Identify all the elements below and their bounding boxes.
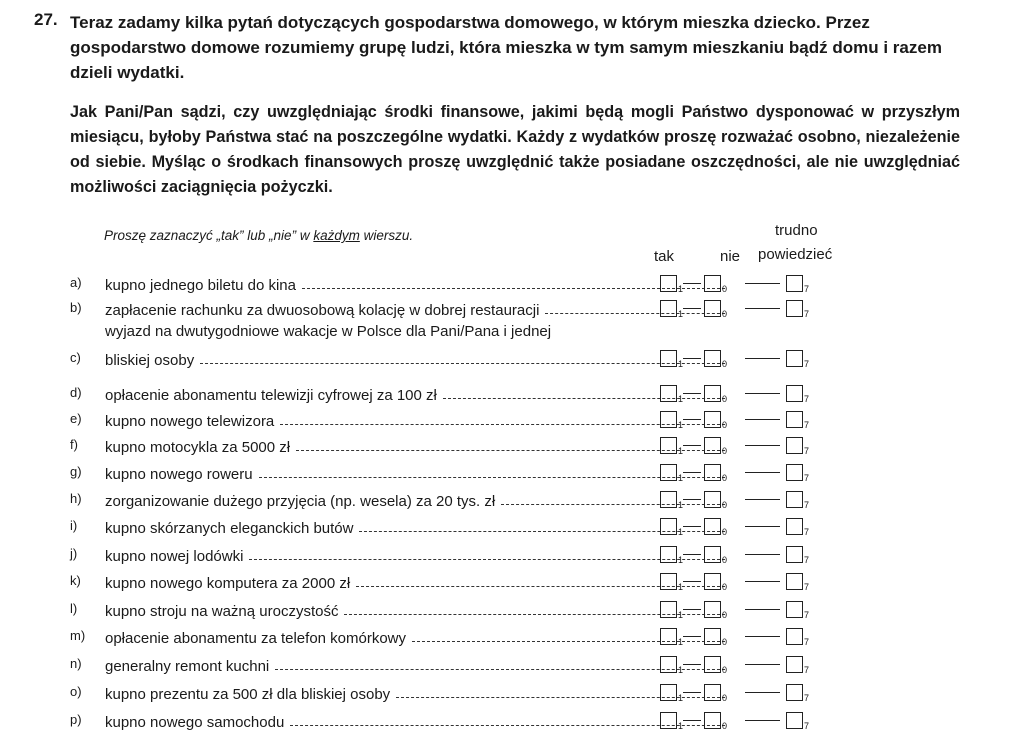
item-letter: f) [70, 437, 78, 452]
item-text-value: kupno nowego samochodu [105, 713, 285, 731]
separator-dash [683, 581, 701, 582]
separator-dash [683, 636, 701, 637]
checkbox-hard-to-say[interactable] [786, 573, 803, 590]
code-hard: 7 [804, 359, 810, 369]
table-row [70, 297, 830, 323]
checkbox-no[interactable] [704, 385, 721, 402]
item-text [105, 488, 728, 514]
leader-dots [249, 558, 725, 560]
question-text: Teraz zadamy kilka pytań dotyczących gospodarstwa domowego, w którym mieszka dziecko. Przez gospodarstwo domowe rozumiemy grupę ludzi, która mieszka w tym samym mieszkaniu bądź domu i razem dzieli wydatki. [70, 13, 942, 82]
code-no: 0 [722, 610, 728, 620]
item-text-value: kupno skórzanych eleganckich butów [105, 519, 354, 537]
separator-dash [745, 526, 780, 527]
table-row [70, 515, 830, 541]
item-text [105, 681, 728, 707]
table-row [70, 570, 830, 596]
code-no: 0 [722, 665, 728, 675]
item-text [105, 653, 728, 679]
checkbox-yes[interactable] [660, 684, 677, 701]
separator-dash [683, 526, 701, 527]
separator-dash [683, 692, 701, 693]
code-yes: 1 [678, 500, 684, 510]
code-yes: 1 [678, 610, 684, 620]
separator-dash [683, 609, 701, 610]
code-hard: 7 [804, 309, 810, 319]
code-yes: 1 [678, 446, 684, 456]
item-text [105, 461, 728, 487]
code-hard: 7 [804, 527, 810, 537]
table-row [70, 323, 830, 373]
table-row [70, 408, 830, 434]
question-number: 27. [34, 10, 58, 29]
column-header-yes: tak [654, 248, 675, 265]
checkbox-no[interactable] [704, 491, 721, 508]
checkbox-no[interactable] [704, 300, 721, 317]
checkbox-no[interactable] [704, 518, 721, 535]
separator-dash [683, 720, 701, 721]
code-no: 0 [722, 637, 728, 647]
table-row [70, 543, 830, 569]
leader-dots [200, 362, 725, 364]
item-text-value: zorganizowanie dużego przyjęcia (np. wesela) za 20 tys. zł [105, 492, 496, 510]
item-text [105, 709, 728, 735]
code-hard: 7 [804, 473, 810, 483]
checkbox-yes[interactable] [660, 275, 677, 292]
item-letter: j) [70, 546, 78, 561]
checkbox-yes[interactable] [660, 518, 677, 535]
checkbox-hard-to-say[interactable] [786, 684, 803, 701]
item-text [105, 570, 728, 596]
table-row [70, 272, 830, 298]
code-yes: 1 [678, 665, 684, 675]
column-header-no: nie [720, 248, 741, 265]
item-letter: i) [70, 518, 78, 533]
code-no: 0 [722, 284, 728, 294]
item-text [105, 408, 728, 434]
checkbox-yes[interactable] [660, 573, 677, 590]
item-letter: k) [70, 573, 81, 588]
table-row [70, 488, 830, 514]
item-text-value: opłacenie abonamentu telewizji cyfrowej za 100 zł [105, 386, 437, 404]
item-text-value: kupno jednego biletu do kina [105, 276, 296, 294]
checkbox-no[interactable] [704, 656, 721, 673]
item-text-value: opłacenie abonamentu za telefon komórkowy [105, 629, 407, 647]
checkbox-hard-to-say[interactable] [786, 491, 803, 508]
table-row [70, 709, 830, 735]
checkbox-no[interactable] [704, 464, 721, 481]
checkbox-yes[interactable] [660, 601, 677, 618]
item-text [105, 434, 728, 460]
checkbox-no[interactable] [704, 684, 721, 701]
code-no: 0 [722, 721, 728, 731]
checkbox-no[interactable] [704, 350, 721, 367]
question-instruction: Jak Pani/Pan sądzi, czy uwzględniając środki finansowe, jakimi będą mogli Państwo dysponować w przyszłym miesiącu, byłoby Państwa stać na poszczególne wydatki. Każdy z wydatków proszę rozważać osobno, niezależenie od siebie. Myśląc o środkach finansowych proszę uwzględnić także posiadane oszczędności, ale nie uwzględniać możliwości zaciągnięcia pożyczki. [70, 103, 960, 196]
item-text [105, 272, 728, 298]
separator-dash [683, 393, 701, 394]
separator-dash [683, 472, 701, 473]
item-text [105, 382, 728, 408]
separator-dash [745, 308, 780, 309]
column-header-hard-line2: powiedzieć [758, 246, 833, 263]
separator-dash [745, 692, 780, 693]
checkbox-hard-to-say[interactable] [786, 518, 803, 535]
code-yes: 1 [678, 420, 684, 430]
separator-dash [745, 419, 780, 420]
separator-dash [683, 664, 701, 665]
code-no: 0 [722, 693, 728, 703]
code-hard: 7 [804, 446, 810, 456]
checkbox-yes[interactable] [660, 712, 677, 729]
leader-dots [501, 503, 725, 505]
code-hard: 7 [804, 394, 810, 404]
checkbox-hard-to-say[interactable] [786, 712, 803, 729]
code-yes: 1 [678, 582, 684, 592]
item-text-value: kupno nowego telewizora [105, 412, 275, 430]
item-text [105, 297, 728, 323]
code-hard: 7 [804, 284, 810, 294]
item-text-value: kupno stroju na ważną uroczystość [105, 602, 339, 620]
item-letter: l) [70, 601, 78, 616]
item-letter: c) [70, 350, 81, 365]
item-letter: e) [70, 411, 82, 426]
item-text [105, 543, 728, 569]
item-letter: p) [70, 712, 82, 727]
code-no: 0 [722, 420, 728, 430]
code-hard: 7 [804, 555, 810, 565]
code-yes: 1 [678, 473, 684, 483]
checkbox-hard-to-say[interactable] [786, 350, 803, 367]
code-no: 0 [722, 582, 728, 592]
code-hard: 7 [804, 721, 810, 731]
checkbox-hard-to-say[interactable] [786, 628, 803, 645]
checkbox-hard-to-say[interactable] [786, 601, 803, 618]
separator-dash [745, 581, 780, 582]
separator-dash [683, 419, 701, 420]
answer-instruction-post: wierszu. [359, 228, 414, 243]
item-text-value: kupno motocykla za 5000 zł [105, 438, 291, 456]
code-hard: 7 [804, 610, 810, 620]
code-no: 0 [722, 309, 728, 319]
table-row [70, 598, 830, 624]
item-letter: b) [70, 300, 82, 315]
table-row [70, 625, 830, 651]
checkbox-hard-to-say[interactable] [786, 546, 803, 563]
separator-dash [683, 358, 701, 359]
separator-dash [683, 308, 701, 309]
checkbox-yes[interactable] [660, 546, 677, 563]
code-no: 0 [722, 500, 728, 510]
item-text-value: zapłacenie rachunku za dwuosobową kolację w dobrej restauracji [105, 301, 540, 319]
separator-dash [683, 445, 701, 446]
code-yes: 1 [678, 309, 684, 319]
table-row [70, 653, 830, 679]
checkbox-no[interactable] [704, 411, 721, 428]
separator-dash [683, 554, 701, 555]
checkbox-yes[interactable] [660, 464, 677, 481]
checkbox-no[interactable] [704, 712, 721, 729]
code-no: 0 [722, 359, 728, 369]
separator-dash [745, 609, 780, 610]
separator-dash [745, 636, 780, 637]
table-row [70, 461, 830, 487]
code-yes: 1 [678, 284, 684, 294]
item-text [105, 515, 728, 541]
code-yes: 1 [678, 721, 684, 731]
leader-dots [275, 668, 725, 670]
separator-dash [683, 283, 701, 284]
separator-dash [745, 499, 780, 500]
code-no: 0 [722, 527, 728, 537]
checkbox-yes[interactable] [660, 437, 677, 454]
item-text [105, 625, 728, 651]
separator-dash [745, 554, 780, 555]
answer-instruction-pre: Proszę zaznaczyć „tak” lub „nie” w [104, 228, 314, 243]
checkbox-hard-to-say[interactable] [786, 437, 803, 454]
code-yes: 1 [678, 693, 684, 703]
checkbox-hard-to-say[interactable] [786, 656, 803, 673]
item-letter: m) [70, 628, 86, 643]
item-text [105, 347, 728, 373]
item-text-value: kupno nowego roweru [105, 465, 253, 483]
table-row [70, 434, 830, 460]
checkbox-yes[interactable] [660, 656, 677, 673]
table-row [70, 681, 830, 707]
item-text-value: bliskiej osoby [105, 351, 195, 369]
checkbox-yes[interactable] [660, 300, 677, 317]
column-header-hard-line1: trudno [775, 222, 818, 239]
checkbox-no[interactable] [704, 573, 721, 590]
answer-instruction [104, 228, 413, 243]
code-no: 0 [722, 473, 728, 483]
checkbox-hard-to-say[interactable] [786, 411, 803, 428]
checkbox-no[interactable] [704, 437, 721, 454]
checkbox-yes[interactable] [660, 385, 677, 402]
checkbox-no[interactable] [704, 628, 721, 645]
checkbox-yes[interactable] [660, 628, 677, 645]
code-hard: 7 [804, 693, 810, 703]
separator-dash [745, 283, 780, 284]
item-text-value: kupno nowej lodówki [105, 547, 244, 565]
checkbox-hard-to-say[interactable] [786, 300, 803, 317]
code-no: 0 [722, 555, 728, 565]
code-hard: 7 [804, 665, 810, 675]
separator-dash [683, 499, 701, 500]
leader-dots [545, 312, 725, 314]
item-letter: g) [70, 464, 82, 479]
table-row [70, 382, 830, 408]
code-hard: 7 [804, 582, 810, 592]
code-no: 0 [722, 446, 728, 456]
item-letter: d) [70, 385, 82, 400]
checkbox-no[interactable] [704, 601, 721, 618]
checkbox-hard-to-say[interactable] [786, 385, 803, 402]
code-hard: 7 [804, 500, 810, 510]
separator-dash [745, 393, 780, 394]
checkbox-hard-to-say[interactable] [786, 464, 803, 481]
item-text-value: kupno prezentu za 500 zł dla bliskiej osoby [105, 685, 391, 703]
code-hard: 7 [804, 637, 810, 647]
leader-dots [280, 423, 725, 425]
separator-dash [745, 720, 780, 721]
item-text-value: generalny remont kuchni [105, 657, 270, 675]
answer-instruction-emphasis: każdym [313, 228, 360, 243]
code-yes: 1 [678, 555, 684, 565]
item-letter: n) [70, 656, 82, 671]
checkbox-no[interactable] [704, 546, 721, 563]
code-yes: 1 [678, 637, 684, 647]
checkbox-hard-to-say[interactable] [786, 275, 803, 292]
item-text-line1: wyjazd na dwutygodniowe wakacje w Polsce dla Pani/Pana i jednej [105, 323, 552, 340]
checkbox-yes[interactable] [660, 491, 677, 508]
checkbox-yes[interactable] [660, 350, 677, 367]
item-text [105, 598, 728, 624]
code-yes: 1 [678, 527, 684, 537]
separator-dash [745, 358, 780, 359]
code-yes: 1 [678, 394, 684, 404]
separator-dash [745, 664, 780, 665]
item-letter: a) [70, 275, 82, 290]
code-hard: 7 [804, 420, 810, 430]
checkbox-yes[interactable] [660, 411, 677, 428]
code-yes: 1 [678, 359, 684, 369]
item-text-value: kupno nowego komputera za 2000 zł [105, 574, 351, 592]
code-no: 0 [722, 394, 728, 404]
item-letter: o) [70, 684, 82, 699]
separator-dash [745, 445, 780, 446]
separator-dash [745, 472, 780, 473]
leader-dots [259, 476, 725, 478]
checkbox-no[interactable] [704, 275, 721, 292]
item-letter: h) [70, 491, 82, 506]
